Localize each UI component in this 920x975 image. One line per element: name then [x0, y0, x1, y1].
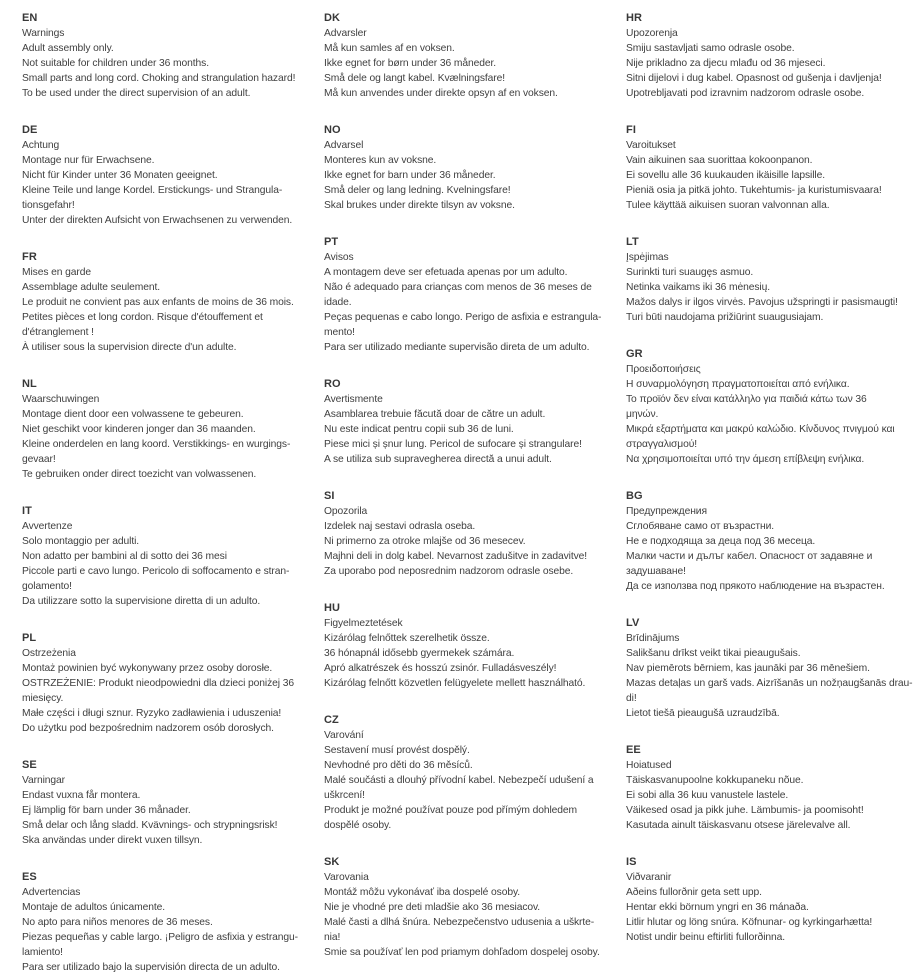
warning-line: Malé součásti a dlouhý přívodní kabel. Nebezpečí udušení a: [324, 775, 594, 786]
warning-line: A se utiliza sub supravegherea directă a unui adult.: [324, 454, 552, 465]
warning-line: Не е подходяща за деца под 36 месеца.: [626, 536, 816, 547]
warning-line: Väikesed osad ja pikk juhe. Lämbumis- ja poomisoht!: [626, 805, 864, 816]
warning-line: Piccole parti e cavo lungo. Pericolo di soffocamento e stran-: [22, 566, 290, 577]
language-block-sk: [324, 855, 616, 960]
warning-line: Do użytku pod bezpośrednim nadzorem osób dorosłych.: [22, 723, 274, 734]
language-block-si: [324, 489, 616, 579]
language-code: FR: [22, 251, 37, 263]
language-code: EE: [626, 744, 641, 756]
warning-line: Pieniä osia ja pitkä johto. Tukehtumis- ja kuristumisvaara!: [626, 185, 882, 196]
language-block-ro: [324, 377, 616, 467]
warning-line: Solo montaggio per adulti.: [22, 536, 140, 547]
language-code: NL: [22, 378, 37, 390]
warning-line: Μικρά εξαρτήματα και μακρύ καλώδιο. Κίνδυνος πνιγμού και: [626, 424, 895, 435]
warning-line: Assemblage adulte seulement.: [22, 282, 161, 293]
warning-line: Το προϊόν δεν είναι κατάλληλο για παιδιά κάτω των 36: [626, 394, 867, 405]
language-code: IT: [22, 505, 32, 517]
warning-line: Aðeins fullorðnir geta sett upp.: [626, 887, 762, 898]
warning-line: Små deler og lang ledning. Kvelningsfare!: [324, 185, 511, 196]
warning-title: Varovania: [324, 872, 369, 883]
warning-line: dospělé osoby.: [324, 820, 392, 831]
warning-line: Malé časti a dlhá šnúra. Nebezpečenstvo udusenia a uškrte-: [324, 917, 595, 928]
warning-title: Varování: [324, 730, 364, 741]
warning-line: d'étranglement !: [22, 327, 94, 338]
warning-line: Small parts and long cord. Choking and strangulation hazard!: [22, 73, 296, 84]
language-block-it: [22, 504, 314, 609]
warning-line: Kizárólag felnőtt közvetlen felügyelete mellett használható.: [324, 678, 586, 689]
warning-line: Asamblarea trebuie făcută doar de către un adult.: [324, 409, 546, 420]
language-block-ee: [626, 743, 918, 833]
warning-title: Įspėjimas: [626, 252, 669, 263]
warning-title: Advertencias: [22, 887, 81, 898]
language-code: SI: [324, 490, 335, 502]
language-code: PT: [324, 236, 339, 248]
warning-line: miesięcy.: [22, 693, 64, 704]
warning-line: Salikšanu drīkst veikt tikai pieaugušais.: [626, 648, 801, 659]
warning-line: Må kun samles af en voksen.: [324, 43, 455, 54]
language-block-lt: [626, 235, 918, 325]
language-block-en: [22, 11, 314, 101]
language-code: GR: [626, 348, 643, 360]
warning-title: Waarschuwingen: [22, 394, 100, 405]
language-code: LV: [626, 617, 640, 629]
language-code: LT: [626, 236, 639, 248]
warning-line: golamento!: [22, 581, 72, 592]
warning-line: Täiskasvanupoolne kokkupaneku nõue.: [626, 775, 804, 786]
language-code: PL: [22, 632, 37, 644]
warning-line: Ni primerno za otroke mlajše od 36 mesecev.: [324, 536, 526, 547]
warning-line: Skal brukes under direkte tilsyn av voksne.: [324, 200, 515, 211]
warning-title: Upozorenja: [626, 28, 678, 39]
language-code: ES: [22, 871, 37, 883]
language-block-es: [22, 870, 314, 975]
warning-line: gevaar!: [22, 454, 56, 465]
warning-title: Avertismente: [324, 394, 383, 405]
language-code: RO: [324, 378, 341, 390]
warning-title: Advarsel: [324, 140, 364, 151]
language-code: HR: [626, 12, 643, 24]
warning-line: Montáž môžu vykonávať iba dospelé osoby.: [324, 887, 520, 898]
language-code: NO: [324, 124, 341, 136]
warning-line: Sestavení musí provést dospělý.: [324, 745, 470, 756]
warning-column-1: [22, 11, 314, 973]
warning-line: Apró alkatrészek és hosszú zsinór. Fulladásveszély!: [324, 663, 557, 674]
warning-line: Ikke egnet for barn under 36 måneder.: [324, 170, 496, 181]
warning-title: Предупреждения: [626, 506, 707, 517]
warning-line: Unter der direkten Aufsicht von Erwachsenen zu verwenden.: [22, 215, 293, 226]
warning-line: Netinka vaikams iki 36 mėnesių.: [626, 282, 770, 293]
warning-line: Da utilizzare sotto la supervisione diretta di un adulto.: [22, 596, 261, 607]
language-block-gr: [626, 347, 918, 467]
warning-line: Smie sa používať len pod priamym dohľadom dospelej osoby.: [324, 947, 600, 958]
language-block-is: [626, 855, 918, 945]
warning-line: Montaż powinien być wykonywany przez osoby dorosłe.: [22, 663, 273, 674]
warning-column-3: [626, 11, 918, 943]
warning-line: Non adatto per bambini al di sotto dei 36 mesi: [22, 551, 227, 562]
warning-line: Montaje de adultos únicamente.: [22, 902, 165, 913]
warning-line: No apto para niños menores de 36 meses.: [22, 917, 213, 928]
warning-line: Ei sobi alla 36 kuu vanustele lastele.: [626, 790, 789, 801]
language-block-nl: [22, 377, 314, 482]
language-code: HU: [324, 602, 341, 614]
warning-line: Piezas pequeñas y cable largo. ¡Peligro de asfixia y estrangu-: [22, 932, 298, 943]
warning-line: Litlir hlutar og löng snúra. Köfnunar- og kyrkingarhætta!: [626, 917, 873, 928]
warning-line: Produkt je možné používat pouze pod přímým dohledem: [324, 805, 578, 816]
warning-line: Te gebruiken onder direct toezicht van volwassenen.: [22, 469, 257, 480]
warning-line: Kleine Teile und lange Kordel. Erstickungs- und Strangula-: [22, 185, 283, 196]
language-block-dk: [324, 11, 616, 101]
warning-line: Kleine onderdelen en lang koord. Verstikkings- en wurgings-: [22, 439, 291, 450]
warning-title: Mises en garde: [22, 267, 91, 278]
warning-line: 36 hónapnál idősebb gyermekek számára.: [324, 648, 515, 659]
warning-line: Małe części i długi sznur. Ryzyko zadławienia i uduszenia!: [22, 708, 282, 719]
warning-line: Ej lämplig för barn under 36 månader.: [22, 805, 191, 816]
warning-line: Ikke egnet for børn under 36 måneder.: [324, 58, 497, 69]
warning-line: Mažos dalys ir ilgos virvės. Pavojus užspringti ir pasismaugti!: [626, 297, 898, 308]
warning-line: Nie je vhodné pre deti mladšie ako 36 mesiacov.: [324, 902, 541, 913]
warning-line: Må kun anvendes under direkte opsyn af en voksen.: [324, 88, 558, 99]
warning-line: tionsgefahr!: [22, 200, 75, 211]
warning-line: Za uporabo pod neposrednim nadzorom odrasle osebe.: [324, 566, 574, 577]
language-code: DK: [324, 12, 341, 24]
warning-line: Vain aikuinen saa suorittaa kokoonpanon.: [626, 155, 813, 166]
warning-line: Tulee käyttää aikuisen suoran valvonnan alla.: [626, 200, 830, 211]
warning-title: Προειδοποιήσεις: [626, 364, 701, 375]
language-block-fi: [626, 123, 918, 213]
language-code: FI: [626, 124, 636, 136]
warning-line: Nicht für Kinder unter 36 Monaten geeignet.: [22, 170, 218, 181]
warning-line: Le produit ne convient pas aux enfants de moins de 36 mois.: [22, 297, 294, 308]
warning-line: Para ser utilizado mediante supervisão direta de um adulto.: [324, 342, 590, 353]
warning-line: Montage nur für Erwachsene.: [22, 155, 155, 166]
warning-line: A montagem deve ser efetuada apenas por um adulto.: [324, 267, 568, 278]
warning-line: Endast vuxna får montera.: [22, 790, 141, 801]
warning-line: Малки части и дълъг кабел. Опасност от задавяне и: [626, 551, 873, 562]
warning-title: Avvertenze: [22, 521, 73, 532]
warning-title: Hoiatused: [626, 760, 672, 771]
warning-title: Avisos: [324, 252, 354, 263]
language-code: EN: [22, 12, 38, 24]
warning-line: Peças pequenas e cabo longo. Perigo de asfixia e estrangula-: [324, 312, 602, 323]
language-block-pt: [324, 235, 616, 355]
warning-title: Figyelmeztetések: [324, 618, 403, 629]
language-block-fr: [22, 250, 314, 355]
warning-title: Viðvaranir: [626, 872, 672, 883]
warning-line: Upotrebljavati pod izravnim nadzorom odrasle osobe.: [626, 88, 865, 99]
warning-line: To be used under the direct supervision of an adult.: [22, 88, 251, 99]
warning-line: Surinkti turi suaugęs asmuo.: [626, 267, 754, 278]
warning-line: Η συναρμολόγηση πραγματοποιείται από ενήλικα.: [626, 379, 850, 390]
warning-line: Smiju sastavljati samo odrasle osobe.: [626, 43, 795, 54]
warning-line: Nav piemērots bērniem, kas jaunāki par 36 mēnešiem.: [626, 663, 870, 674]
language-block-hu: [324, 601, 616, 691]
warning-title: Opozorila: [324, 506, 368, 517]
warning-line: Nu este indicat pentru copii sub 36 de luni.: [324, 424, 514, 435]
warning-line: idade.: [324, 297, 352, 308]
warning-line: lamiento!: [22, 947, 63, 958]
warning-line: Piese mici și șnur lung. Pericol de sufocare și strangulare!: [324, 439, 582, 450]
warning-line: Nije prikladno za djecu mlađu od 36 mjeseci.: [626, 58, 826, 69]
warning-line: Montage dient door een volwassene te gebeuren.: [22, 409, 244, 420]
warning-title: Varningar: [22, 775, 65, 786]
warning-line: Hentar ekki börnum yngri en 36 mánaða.: [626, 902, 809, 913]
warning-line: Ei sovellu alle 36 kuukauden ikäisille lapsille.: [626, 170, 825, 181]
warning-line: Majhni deli in dolg kabel. Nevarnost zadušitve in zadavitve!: [324, 551, 588, 562]
warning-line: À utiliser sous la supervision directe d'un adulte.: [22, 342, 237, 353]
warning-line: μηνών.: [626, 409, 659, 420]
language-code: SE: [22, 759, 37, 771]
warning-line: Kasutada ainult täiskasvanu otsese järelevalve all.: [626, 820, 851, 831]
warning-line: nia!: [324, 932, 341, 943]
warning-line: OSTRZEŻENIE: Produkt nieodpowiedni dla dzieci poniżej 36: [22, 678, 294, 689]
language-code: SK: [324, 856, 340, 868]
warning-line: Ska användas under direkt vuxen tillsyn.: [22, 835, 203, 846]
warning-line: задушаване!: [626, 566, 686, 577]
language-block-se: [22, 758, 314, 848]
warning-line: Monteres kun av voksne.: [324, 155, 437, 166]
warning-line: Mazas detaļas un garš vads. Aizrīšanās un nožņaugšanās drau-: [626, 678, 913, 689]
language-block-de: [22, 123, 314, 228]
language-code: IS: [626, 856, 637, 868]
warning-line: Notist undir beinu eftirliti fullorðinna.: [626, 932, 786, 943]
warning-line: Turi būti naudojama prižiūrint suaugusiajam.: [626, 312, 824, 323]
warning-line: Niet geschikt voor kinderen jonger dan 36 maanden.: [22, 424, 256, 435]
warning-line: Små delar och lång sladd. Kvävnings- och strypningsrisk!: [22, 820, 278, 831]
language-code: DE: [22, 124, 38, 136]
language-block-no: [324, 123, 616, 213]
warning-line: Να χρησιμοποιείται υπό την άμεση επίβλεψη ενήλικα.: [626, 454, 865, 465]
warning-line: Lietot tiešā pieaugušā uzraudzībā.: [626, 708, 780, 719]
language-block-cz: [324, 713, 616, 833]
warning-line: Nevhodné pro děti do 36 měsíců.: [324, 760, 473, 771]
warning-line: Да се използва под прякото наблюдение на възрастен.: [626, 581, 885, 592]
language-block-bg: [626, 489, 918, 594]
warning-line: di!: [626, 693, 637, 704]
language-block-pl: [22, 631, 314, 736]
language-block-hr: [626, 11, 918, 101]
warning-title: Brīdinājums: [626, 633, 680, 644]
warning-line: στραγγαλισμού!: [626, 439, 698, 450]
language-code: CZ: [324, 714, 339, 726]
warning-title: Ostrzeżenia: [22, 648, 76, 659]
warning-line: Petites pièces et long cordon. Risque d'étouffement et: [22, 312, 263, 323]
warning-line: Sitni dijelovi i dug kabel. Opasnost od gušenja i davljenja!: [626, 73, 882, 84]
warning-line: Não é adequado para crianças com menos de 36 meses de: [324, 282, 592, 293]
warning-title: Warnings: [22, 28, 65, 39]
language-block-lv: [626, 616, 918, 721]
warning-line: mento!: [324, 327, 355, 338]
warning-line: Izdelek naj sestavi odrasla oseba.: [324, 521, 476, 532]
language-code: BG: [626, 490, 643, 502]
warning-column-2: [324, 11, 616, 958]
warning-title: Varoitukset: [626, 140, 676, 151]
warning-line: Små dele og langt kabel. Kvælningsfare!: [324, 73, 505, 84]
warning-line: Adult assembly only.: [22, 43, 114, 54]
warning-title: Advarsler: [324, 28, 367, 39]
warning-title: Achtung: [22, 140, 60, 151]
warning-line: Not suitable for children under 36 months.: [22, 58, 209, 69]
warning-line: Para ser utilizado bajo la supervisión directa de un adulto.: [22, 962, 280, 973]
warning-line: uškrcení!: [324, 790, 365, 801]
warning-line: Сглобяване само от възрастни.: [626, 521, 775, 532]
warning-line: Kizárólag felnőttek szerelhetik össze.: [324, 633, 490, 644]
